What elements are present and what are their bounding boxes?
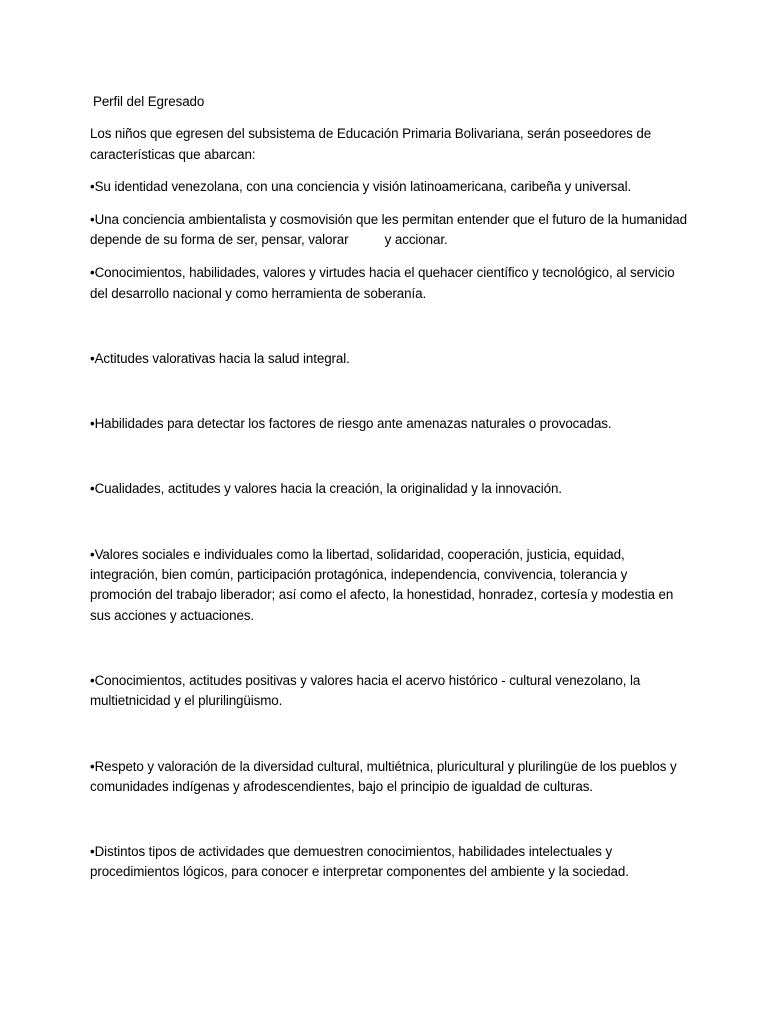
bullet-paragraph: •Cualidades, actitudes y valores hacia la creación, la originalidad y la innovación. [90,481,562,497]
bullet-paragraph: •Su identidad venezolana, con una conciencia y visión latinoamericana, caribeña y universal. [90,179,632,195]
bullet-paragraph: •Respeto y valoración de la diversidad cultural, multiétnica, pluricultural y plurilingüe de los pueblos y comunidades indígenas y afrodescendientes, bajo el principio de igualdad de culturas. [90,758,677,794]
bullet-paragraph: •Conocimientos, actitudes positivas y valores hacia el acervo histórico - cultural venezolano, la multietnicidad y el plurilingüismo. [90,672,641,709]
bullet-paragraph: •Valores sociales e individuales como la libertad, solidaridad, cooperación, justicia, equidad, integración, bien común, participación protagónica, independencia, convivencia, tolerancia y promoción del trabajo liberador; así como el afecto, la honestidad, honradez, cortesía y modestia en sus acciones y actuaciones. [90,546,674,623]
document-body [90,92,690,883]
bullet-paragraph: •Habilidades para detectar los factores de riesgo ante amenazas naturales o provocadas. [90,416,612,432]
intro-paragraph: Los niños que egresen del subsistema de Educación Primaria Bolivariana, serán poseedores de características que abarcan: [90,126,652,162]
bullet-paragraph: •Actitudes valorativas hacia la salud integral. [90,350,350,366]
bullet-paragraph: •Conocimientos, habilidades, valores y virtudes hacia el quehacer científico y tecnológico, al servicio del desarrollo nacional y como herramienta de soberanía. [90,265,675,301]
document-title: Perfil del Egresado [93,94,205,109]
bullet-paragraph: •Distintos tipos de actividades que demuestren conocimientos, habilidades intelectuales y procedimientos lógicos, para conocer e interpretar componentes del ambiente y la sociedad. [90,844,629,880]
bullet-paragraph: •Una conciencia ambientalista y cosmovisión que les permitan entender que el futuro de la humanidad depende de su forma de ser, pensar, valorar y accionar. [90,212,691,248]
